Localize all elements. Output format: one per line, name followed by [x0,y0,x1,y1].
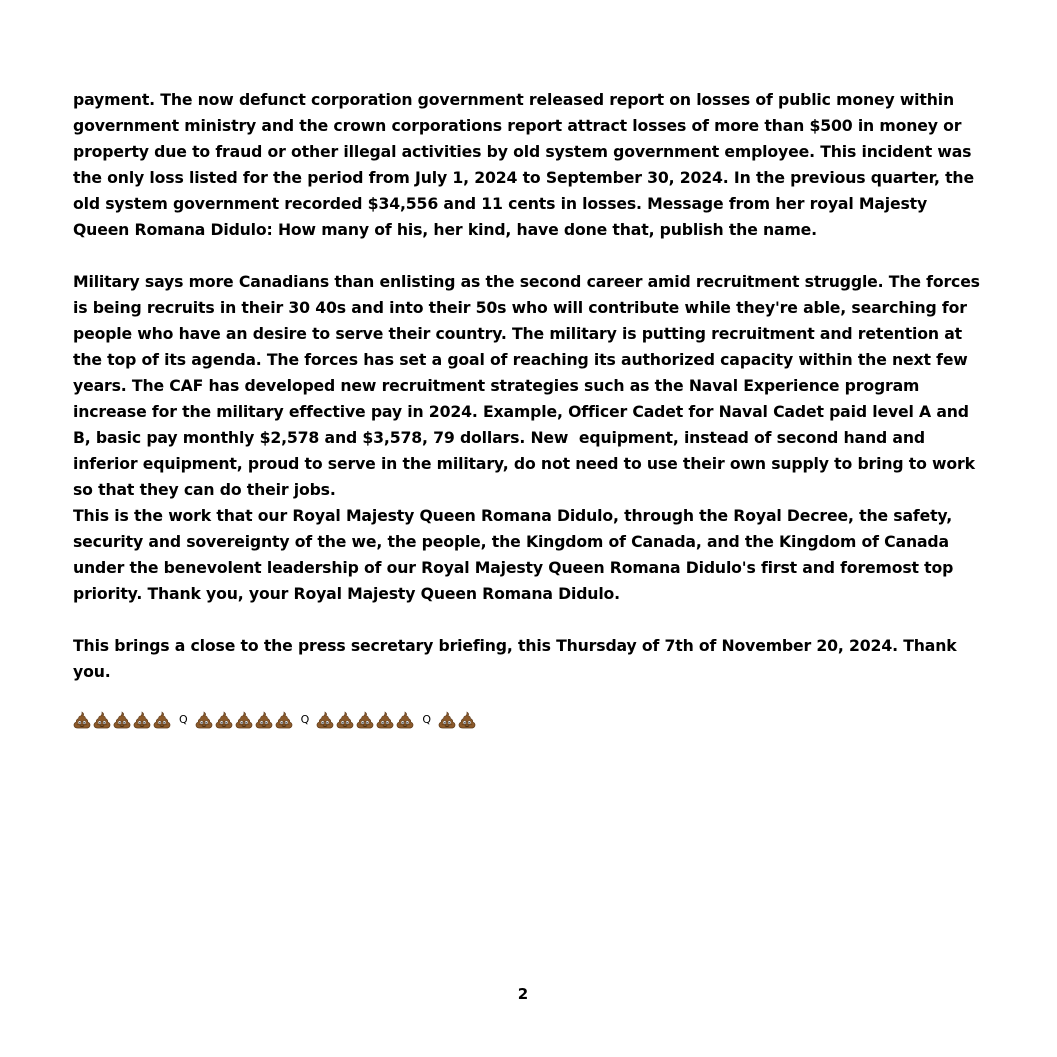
pile-of-poo-icon [113,711,131,729]
page-number: 2 [517,985,529,1003]
emoji-line [73,707,983,733]
pile-of-poo-icon [153,711,171,729]
paragraph-spacer [73,607,983,633]
pile-of-poo-icon [336,711,354,729]
pile-of-poo-icon [73,711,91,729]
pile-of-poo-icon [235,711,253,729]
paragraph-spacer [73,243,983,269]
pile-of-poo-icon [438,711,456,729]
q-separator: Q [179,713,188,726]
pile-of-poo-icon [316,711,334,729]
pile-of-poo-icon [275,711,293,729]
pile-of-poo-icon [458,711,476,729]
pile-of-poo-icon [376,711,394,729]
paragraph-closing: This brings a close to the press secretary briefing, this Thursday of 7th of November 20, 2024. Thank you. [73,636,962,681]
q-separator: Q [300,713,310,726]
pile-of-poo-icon [255,711,273,729]
pile-of-poo-icon [215,711,233,729]
pile-of-poo-icon [133,711,151,729]
pile-of-poo-icon [396,711,414,729]
paragraph-military: Military says more Canadians than enlisting as the second career amid recruitment struggle. The forces is being recruits in their 30 40s and into their 50s who will contribute while they're able, searching for people who have an desire to serve their country. The military is putting recruitment and retention at the top of its agenda. The forces has set a goal of reaching its authorized capacity within the next few years. The CAF has developed new recruitment strategies such as the Naval Experience program increase for the military effective pay in 2024. Example, Officer Cadet for Naval Cadet paid level A and B, basic pay monthly $2,578 and $3,578, 79 dollars. New equipment, instead of second hand and inferior equipment, proud to serve in the military, do not need to use their own supply to bring to work so that they can do their jobs. [73,272,986,499]
pile-of-poo-icon [356,711,374,729]
paragraph-losses: payment. The now defunct corporation government released report on losses of public money within government ministry and the crown corporations report attract losses of more than $500 in money or property due to fraud or other illegal activities by old system government employee. This incident was the only loss listed for the period from July 1, 2024 to September 30, 2024. In the previous quarter, the old system government recorded $34,556 and 11 cents in losses. Message from her royal Majesty Queen Romana Didulo: How many of his, her kind, have done that, publish the name. [73,90,980,239]
paragraph-royal-decree: This is the work that our Royal Majesty Queen Romana Didulo, through the Royal Decree, the safety, security and sovereignty of the we, the people, the Kingdom of Canada, and the Kingdom of Canada under the benevolent leadership of our Royal Majesty Queen Romana Didulo's first and foremost top priority. Thank you, your Royal Majesty Queen Romana Didulo. [73,506,959,603]
q-separator: Q [422,713,432,726]
pile-of-poo-icon [195,711,213,729]
document-body [73,87,986,733]
pile-of-poo-icon [93,711,111,729]
